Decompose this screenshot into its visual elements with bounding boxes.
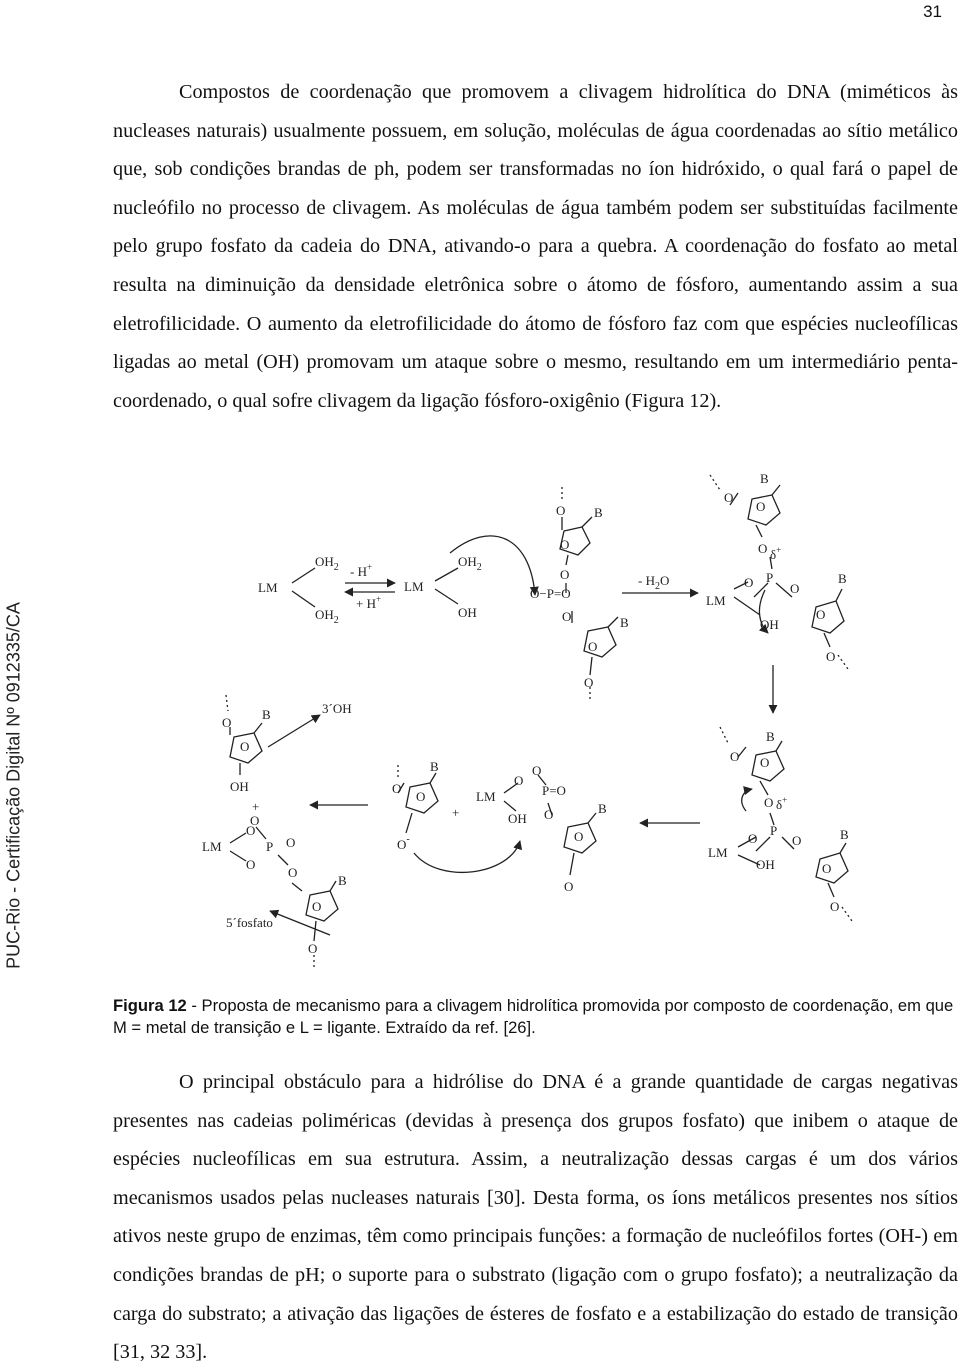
b-label: B	[598, 801, 607, 816]
o-label: O	[544, 807, 554, 822]
delta-plus-label: δ+	[776, 795, 788, 812]
o-label: O	[730, 749, 740, 764]
body-paragraph: O principal obstáculo para a hidrólise do DNA é a grande quantidade de cargas negativas presentes nas cadeias poliméricas (devidas à presença dos grupos fosfato) que inibem o ataque de espécies nucleofílicas em sua estrutura. Assim, a neutralização dessas cargas é um dos vários mecanismos usados pelas nucleases naturais [30]. Desta forma, os íons metálicos presentes nos sítios ativos neste grupo de enzimas, têm como principais funções: a formação de nucleófilos fortes (OH-) em condições brandas de pH; o suporte para o substrato (ligação com o grupo fosfato); a neutralização da carga do substrato; a ativação das ligações de ésteres de fosfato e a estabilização do estado de transição [31, 32 33].	[113, 1071, 958, 1364]
o-label: O	[792, 833, 802, 848]
o-label: O	[240, 739, 250, 754]
o-label: O	[748, 831, 758, 846]
o-label: O	[760, 755, 770, 770]
lm-label: LM	[258, 580, 278, 595]
o-label: O	[790, 581, 800, 596]
p-label: P	[266, 839, 274, 854]
oh-label: OH	[508, 811, 527, 826]
o-label: O	[822, 861, 832, 876]
oh-label: OH	[760, 617, 779, 632]
b-label: B	[338, 873, 347, 888]
lm-label: LM	[404, 579, 424, 594]
o-label: O	[816, 607, 826, 622]
o-label: O	[308, 941, 318, 956]
o-label: O	[758, 541, 768, 556]
o-label: O	[312, 899, 322, 914]
b-label: B	[594, 505, 603, 520]
o-label: O	[250, 813, 260, 828]
o-label: O	[574, 829, 584, 844]
lm-label: LM	[202, 839, 222, 854]
caption-text: - Proposta de mecanismo para a clivagem hidrolítica promovida por composto de coordenação, em que M = metal de transição e L = ligante. Extraído da ref. [26].	[113, 996, 954, 1037]
o-label: O	[288, 865, 298, 880]
plus-label: +	[452, 805, 460, 820]
p-label: P	[770, 823, 778, 838]
o-label: O	[756, 499, 766, 514]
three-oh-label: 3´OH	[322, 701, 352, 716]
o-label: O	[514, 773, 524, 788]
body-paragraph: Compostos de coordenação que promovem a clivagem hidrolítica do DNA (miméticos às nucleases naturais) usualmente possuem, em solução, moléculas de água coordenadas ao sítio metálico que, sob condições brandas de ph, podem ser transformadas no íon hidróxido, o qual fará o papel de nucleófilo no processo de clivagem. As moléculas de água também podem ser substituídas facilmente pelo grupo fosfato da cadeia do DNA, ativando-o para a quebra. A coordenação do fosfato ao metal resulta na diminuição da densidade eletrônica sobre o átomo de fósforo, aumentando assim a sua eletrofilicidade. O aumento da eletrofilicidade do átomo de fósforo faz com que espécies nucleofílicas ligadas ao metal (OH) promovam um ataque sobre o mesmo, resultando em um intermediário penta-coordenado, o qual sofre clivagem da ligação fósforo-oxigênio (Figura 12).	[113, 81, 958, 412]
o-label: O	[724, 490, 734, 505]
certification-stamp: PUC-Rio - Certificação Digital Nº 0912335/CA	[3, 602, 24, 969]
o-label: O	[588, 639, 598, 654]
o-label: O	[392, 781, 402, 796]
b-label: B	[620, 615, 629, 630]
o-label: O	[556, 503, 566, 518]
lm-label: LM	[706, 593, 726, 608]
b-label: B	[838, 571, 847, 586]
oh2-label: $OH_2$	[458, 554, 482, 573]
oh2-label: $OH_2$	[315, 554, 339, 573]
lm-label: LM	[476, 789, 496, 804]
minus-h2o-label: - $H_2O$	[638, 573, 670, 592]
b-label: B	[430, 759, 439, 774]
oh2-label: $OH_2$	[315, 607, 339, 626]
b-label: B	[262, 707, 271, 722]
oh-label: OH	[230, 779, 249, 794]
o-label: O	[562, 609, 572, 624]
lm-label: LM	[708, 845, 728, 860]
o-label: O	[560, 537, 570, 552]
o-label: O	[564, 879, 574, 894]
b-label: B	[760, 471, 769, 486]
delta-plus-label: δ+	[770, 545, 782, 562]
p-label: P	[766, 570, 774, 585]
oh-label: OH	[756, 857, 775, 872]
o-label: O	[560, 567, 570, 582]
o-label: O	[532, 763, 542, 778]
phosphate-label: O−P=O	[530, 586, 571, 601]
b-label: B	[766, 729, 775, 744]
o-label: O	[826, 649, 836, 664]
mechanism-figure	[190, 465, 960, 985]
o-label: O	[286, 835, 296, 850]
o-label: O	[764, 795, 774, 810]
plus-label: +	[252, 799, 260, 814]
figure-caption	[113, 995, 958, 1039]
page-number: 31	[923, 2, 942, 21]
b-label: B	[840, 827, 849, 842]
phosphate-label: P=O	[542, 783, 566, 798]
o-minus-label: O-	[397, 834, 410, 852]
o-label: O	[584, 675, 594, 690]
caption-label: Figura 12	[113, 996, 187, 1015]
o-label: O	[744, 575, 754, 590]
oh-label: OH	[458, 605, 477, 620]
mechanism-diagram	[190, 465, 960, 985]
o-label: O	[246, 857, 256, 872]
o-label: O	[222, 715, 232, 730]
minus-h-label: - H+	[350, 562, 373, 579]
plus-h-label: + H+	[356, 594, 382, 611]
o-label: O	[246, 823, 256, 838]
o-label: O	[830, 899, 840, 914]
o-label: O	[416, 789, 426, 804]
five-fosfato-label: 5´fosfato	[226, 915, 273, 930]
